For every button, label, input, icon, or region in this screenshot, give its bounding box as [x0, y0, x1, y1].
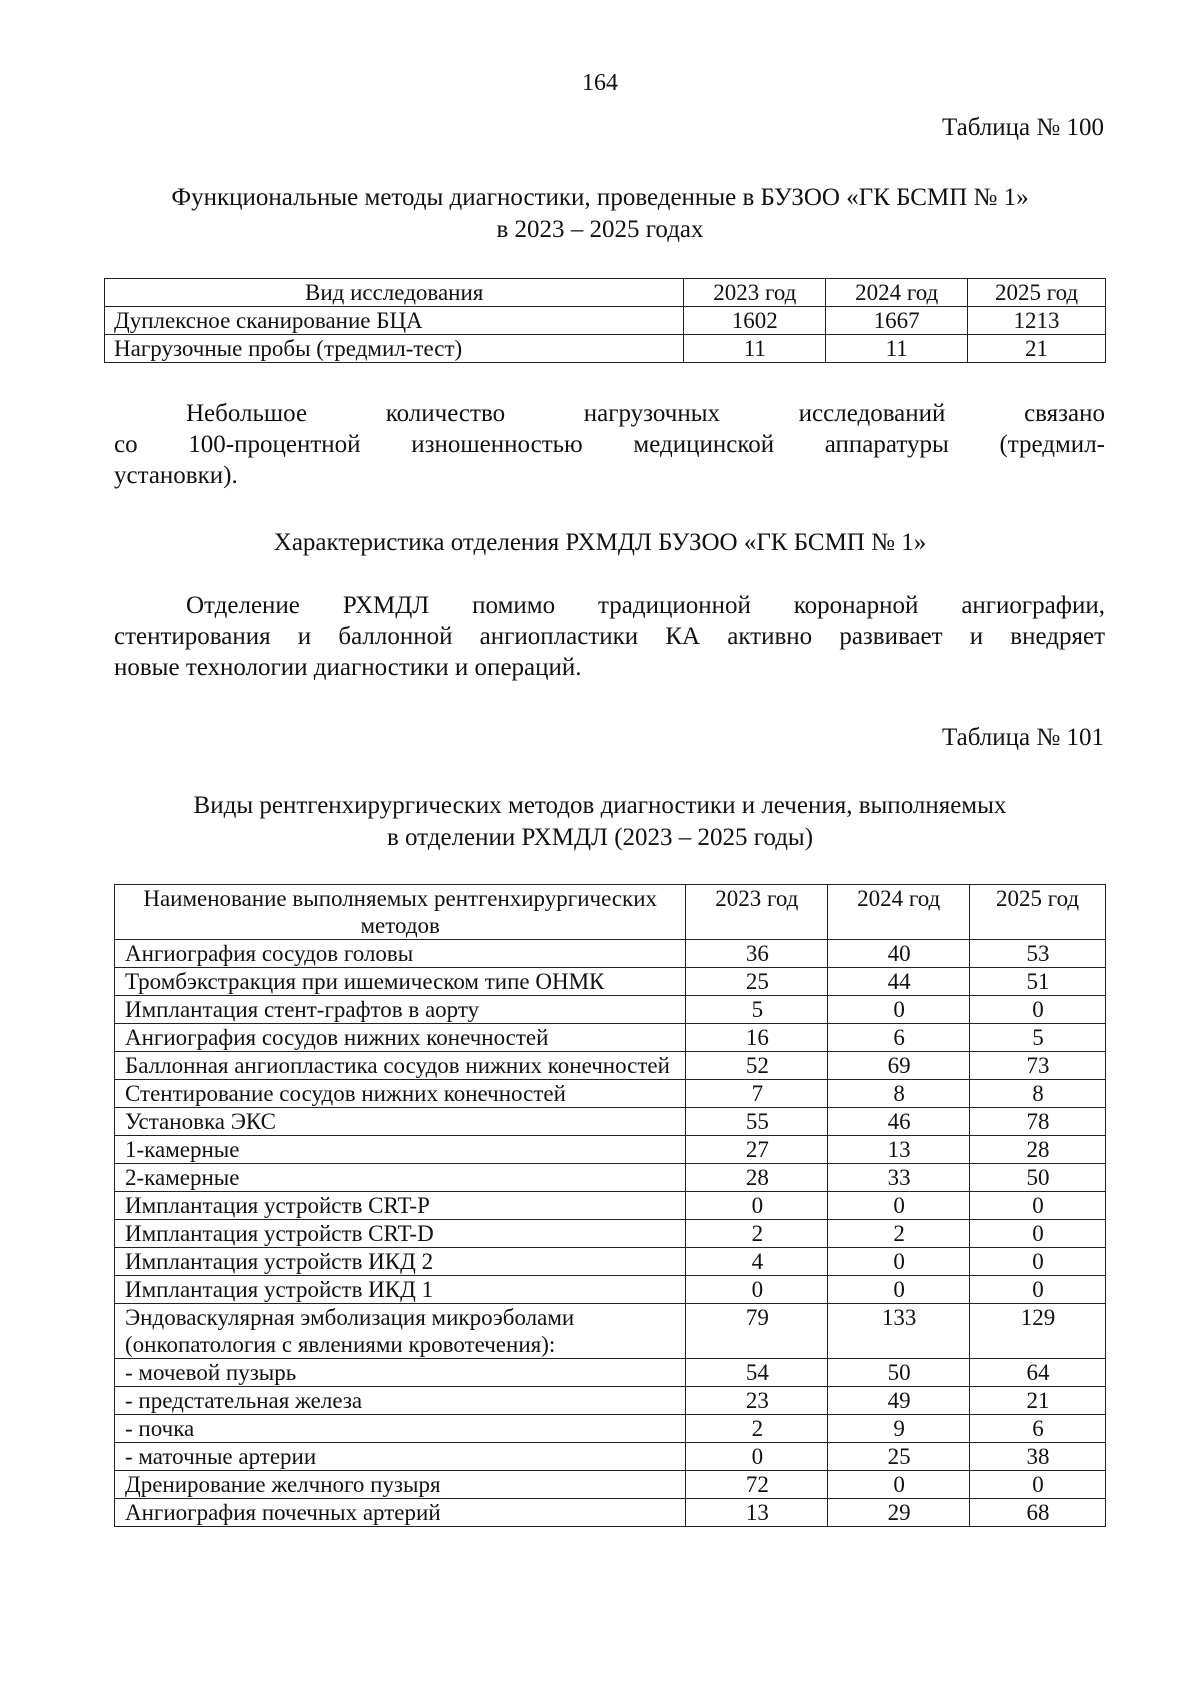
- row-label-cell: Тромбэкстракция при ишемическом типе ОНМК: [115, 968, 686, 996]
- row-label-cell: - мочевой пузырь: [115, 1359, 686, 1387]
- value-cell: 46: [828, 1108, 970, 1136]
- value-cell: 13: [828, 1136, 970, 1164]
- table-row: [115, 1499, 1106, 1527]
- value-cell: 40: [828, 940, 970, 968]
- row-label-cell: - маточные артерии: [115, 1443, 686, 1471]
- value-cell: 73: [970, 1052, 1106, 1080]
- table-101-title-line: в отделении РХМДЛ (2023 – 2025 годы): [386, 824, 814, 851]
- value-cell: 27: [686, 1136, 828, 1164]
- value-cell: 0: [686, 1192, 828, 1220]
- column-header: 2024 год: [826, 279, 968, 307]
- table-row: [115, 1052, 1106, 1080]
- table-row: [115, 1387, 1106, 1415]
- value-cell: 2: [686, 1220, 828, 1248]
- row-label-cell: 2-камерные: [115, 1164, 686, 1192]
- table-101-title: [95, 790, 1105, 854]
- value-cell: 4: [686, 1248, 828, 1276]
- value-cell: 36: [686, 940, 828, 968]
- value-cell: 0: [828, 1276, 970, 1304]
- value-cell: 64: [970, 1359, 1106, 1387]
- value-cell: 33: [828, 1164, 970, 1192]
- value-cell: 0: [970, 1276, 1106, 1304]
- value-cell: 1667: [826, 307, 968, 335]
- value-cell: 1213: [968, 307, 1106, 335]
- table-row: [115, 1276, 1106, 1304]
- column-header: 2025 год: [968, 279, 1106, 307]
- value-cell: 28: [970, 1136, 1106, 1164]
- row-label-cell: Ангиография почечных артерий: [115, 1499, 686, 1527]
- row-label-cell: Установка ЭКС: [115, 1108, 686, 1136]
- table-row: [115, 1136, 1106, 1164]
- table-100-caption: Таблица № 100: [941, 114, 1104, 141]
- table-row: [115, 1415, 1106, 1443]
- table-row: [115, 1192, 1106, 1220]
- value-cell: 21: [970, 1387, 1106, 1415]
- table-row: [105, 307, 1106, 335]
- row-label-cell: Нагрузочные пробы (тредмил-тест): [105, 335, 684, 363]
- paragraph-line: установки).: [114, 462, 238, 489]
- table-row: [115, 1471, 1106, 1499]
- table-row: [115, 996, 1106, 1024]
- paragraph-department: [114, 590, 1105, 683]
- value-cell: 8: [970, 1080, 1106, 1108]
- row-label-cell: Стентирование сосудов нижних конечностей: [115, 1080, 686, 1108]
- row-label-cell: Дренирование желчного пузыря: [115, 1471, 686, 1499]
- table-100-title-line: Функциональные методы диагностики, проведенные в БУЗОО «ГК БСМП № 1»: [171, 184, 1029, 211]
- row-label-cell: 1-камерные: [115, 1136, 686, 1164]
- row-label-cell: Дуплексное сканирование БЦА: [105, 307, 684, 335]
- value-cell: 7: [686, 1080, 828, 1108]
- value-cell: 69: [828, 1052, 970, 1080]
- row-label-cell: Баллонная ангиопластика сосудов нижних конечностей: [115, 1052, 686, 1080]
- value-cell: 29: [828, 1499, 970, 1527]
- value-cell: 54: [686, 1359, 828, 1387]
- table-row: [115, 1443, 1106, 1471]
- row-label-cell: Имплантация устройств ИКД 1: [115, 1276, 686, 1304]
- row-label-cell: Эндоваскулярная эмболизация микроэболами (онкопатология с явлениями кровотечения):: [115, 1304, 686, 1359]
- value-cell: 1602: [684, 307, 826, 335]
- table-row: [115, 1220, 1106, 1248]
- table-101: [114, 884, 1106, 1527]
- row-label-cell: - почка: [115, 1415, 686, 1443]
- value-cell: 6: [828, 1024, 970, 1052]
- value-cell: 55: [686, 1108, 828, 1136]
- value-cell: 2: [828, 1220, 970, 1248]
- value-cell: 25: [686, 968, 828, 996]
- paragraph-equipment-wear: [114, 398, 1105, 491]
- paragraph-line: Небольшое количество нагрузочных исследований связано: [186, 400, 1105, 427]
- value-cell: 50: [970, 1164, 1106, 1192]
- table-row: [115, 1359, 1106, 1387]
- value-cell: 0: [828, 1248, 970, 1276]
- paragraph-line: новые технологии диагностики и операций.: [114, 654, 582, 681]
- table-row: [115, 1024, 1106, 1052]
- value-cell: 0: [828, 1192, 970, 1220]
- table-row: [115, 1108, 1106, 1136]
- row-label-cell: Имплантация устройств CRT-P: [115, 1192, 686, 1220]
- value-cell: 13: [686, 1499, 828, 1527]
- value-cell: 72: [686, 1471, 828, 1499]
- row-label-cell: - предстательная железа: [115, 1387, 686, 1415]
- column-header: Вид исследования: [105, 279, 684, 307]
- paragraph-line: со 100-процентной изношенностью медицинской аппаратуры (тредмил-: [114, 431, 1105, 458]
- row-label-cell: Ангиография сосудов головы: [115, 940, 686, 968]
- value-cell: 0: [686, 1276, 828, 1304]
- value-cell: 38: [970, 1443, 1106, 1471]
- row-label-cell: Имплантация устройств ИКД 2: [115, 1248, 686, 1276]
- value-cell: 23: [686, 1387, 828, 1415]
- table-101-caption: Таблица № 101: [941, 724, 1104, 751]
- value-cell: 51: [970, 968, 1106, 996]
- value-cell: 0: [970, 1192, 1106, 1220]
- value-cell: 52: [686, 1052, 828, 1080]
- value-cell: 49: [828, 1387, 970, 1415]
- value-cell: 78: [970, 1108, 1106, 1136]
- section-heading: Характеристика отделения РХМДЛ БУЗОО «ГК БСМП № 1»: [273, 529, 927, 556]
- value-cell: 133: [828, 1304, 970, 1359]
- value-cell: 16: [686, 1024, 828, 1052]
- value-cell: 0: [686, 1443, 828, 1471]
- table-100-title-line: в 2023 – 2025 годах: [496, 216, 704, 243]
- row-label-cell: Ангиография сосудов нижних конечностей: [115, 1024, 686, 1052]
- value-cell: 0: [970, 1220, 1106, 1248]
- value-cell: 50: [828, 1359, 970, 1387]
- column-header: 2023 год: [684, 279, 826, 307]
- column-header: 2025 год: [970, 885, 1106, 940]
- value-cell: 11: [684, 335, 826, 363]
- column-header: Наименование выполняемых рентгенхирургических методов: [115, 885, 686, 940]
- value-cell: 2: [686, 1415, 828, 1443]
- value-cell: 8: [828, 1080, 970, 1108]
- column-header: 2024 год: [828, 885, 970, 940]
- value-cell: 28: [686, 1164, 828, 1192]
- page-number: 164: [582, 70, 618, 96]
- value-cell: 9: [828, 1415, 970, 1443]
- value-cell: 0: [828, 1471, 970, 1499]
- table-row: [115, 940, 1106, 968]
- value-cell: 0: [970, 1471, 1106, 1499]
- value-cell: 68: [970, 1499, 1106, 1527]
- value-cell: 0: [970, 996, 1106, 1024]
- table-row: [115, 1080, 1106, 1108]
- value-cell: 53: [970, 940, 1106, 968]
- paragraph-line: Отделение РХМДЛ помимо традиционной коронарной ангиографии,: [186, 592, 1105, 619]
- value-cell: 44: [828, 968, 970, 996]
- table-row: [115, 1304, 1106, 1359]
- value-cell: 11: [826, 335, 968, 363]
- value-cell: 5: [686, 996, 828, 1024]
- row-label-cell: Имплантация стент-графтов в аорту: [115, 996, 686, 1024]
- row-label-cell: Имплантация устройств CRT-D: [115, 1220, 686, 1248]
- value-cell: 79: [686, 1304, 828, 1359]
- table-row: [115, 1248, 1106, 1276]
- table-header-row: [115, 885, 1106, 940]
- paragraph-line: стентирования и баллонной ангиопластики КА активно развивает и внедряет: [114, 623, 1105, 650]
- value-cell: 0: [828, 996, 970, 1024]
- table-row: [115, 968, 1106, 996]
- value-cell: 21: [968, 335, 1106, 363]
- table-100: [104, 278, 1106, 363]
- value-cell: 5: [970, 1024, 1106, 1052]
- table-header-row: [105, 279, 1106, 307]
- value-cell: 25: [828, 1443, 970, 1471]
- table-row: [115, 1164, 1106, 1192]
- value-cell: 129: [970, 1304, 1106, 1359]
- value-cell: 6: [970, 1415, 1106, 1443]
- table-100-title: [95, 182, 1105, 246]
- value-cell: 0: [970, 1248, 1106, 1276]
- table-row: [105, 335, 1106, 363]
- column-header: 2023 год: [686, 885, 828, 940]
- table-101-title-line: Виды рентгенхирургических методов диагностики и лечения, выполняемых: [193, 792, 1007, 819]
